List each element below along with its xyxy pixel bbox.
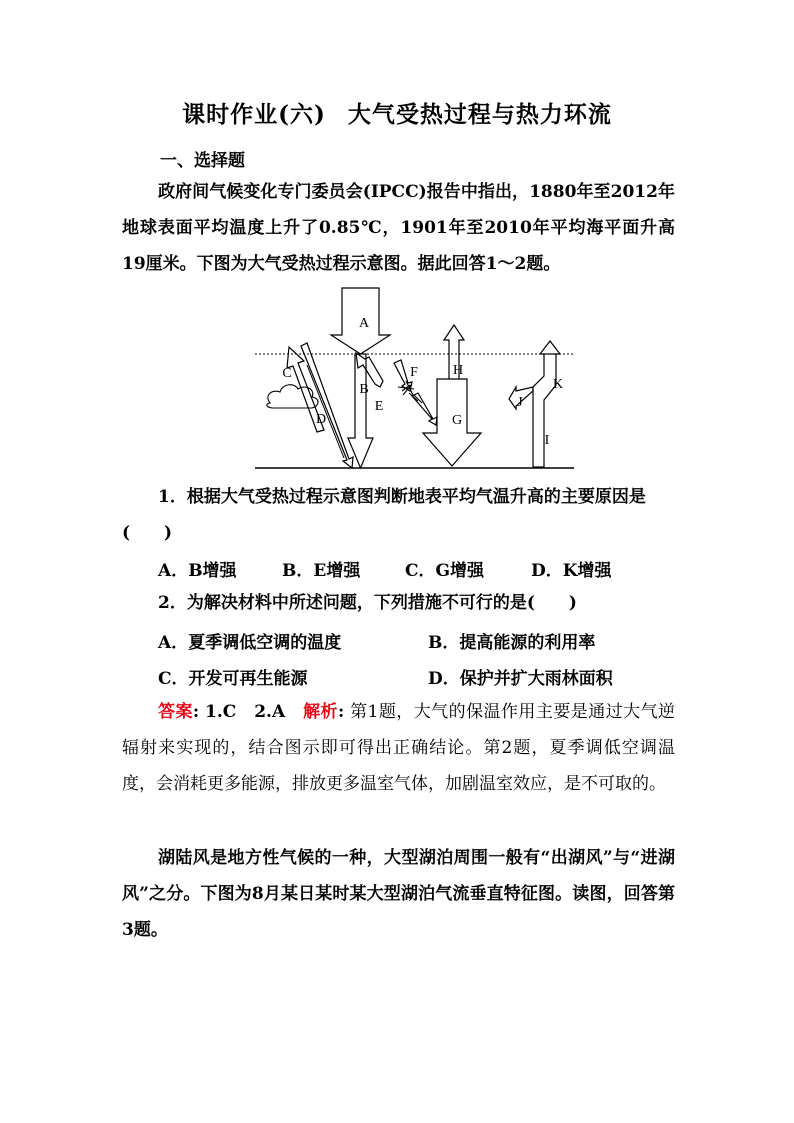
question-2-options-row-1 (158, 628, 678, 652)
label-k: K (552, 377, 564, 392)
answer-values: 1.C 2.A (205, 702, 286, 722)
label-h: H (452, 363, 464, 378)
atmosphere-heating-diagram (252, 285, 582, 475)
q2-option-c: C．开发可再生能源 (158, 669, 308, 689)
label-b: B (359, 382, 369, 397)
arrow-b (348, 354, 373, 468)
lake-intro-paragraph: 湖陆风是地方性气候的一种，大型湖泊周围一般有“出湖风”与“进湖风”之分。下图为8月某日某时某大型湖泊气流垂直特征图。读图，回答第3题。 (122, 848, 675, 940)
section-heading: 一、选择题 (160, 151, 245, 171)
title-right: 大气受热过程与热力环流 (347, 101, 612, 128)
label-f: F (410, 365, 418, 380)
label-c: C (282, 366, 292, 381)
label-e: E (374, 399, 384, 414)
label-a: A (358, 316, 370, 331)
question-2-options-row-2 (158, 664, 678, 688)
q2-option-d: D．保护并扩大雨林面积 (428, 669, 613, 689)
question-1-options (158, 556, 678, 580)
analysis-colon: : (337, 702, 345, 722)
q1-option-b: B．E增强 (282, 561, 361, 581)
analysis-label: 解析 (303, 702, 338, 722)
label-d: D (315, 412, 327, 427)
q1-option-d: D．K增强 (531, 561, 612, 581)
label-j: J (517, 395, 523, 410)
arrow-d (301, 343, 353, 468)
page-title (0, 96, 794, 129)
arrow-k (540, 341, 560, 354)
label-i: I (544, 433, 550, 448)
arrow-f-small (412, 393, 437, 425)
label-g: G (451, 413, 463, 428)
question-2-stem: 2．为解决材料中所述问题，下列措施不可行的是( ) (158, 593, 577, 613)
question-1-stem: 1．根据大气受热过程示意图判断地表平均气温升高的主要原因是( ) (122, 487, 646, 543)
answer-label: 答案 (158, 702, 193, 722)
q2-option-b: B．提高能源的利用率 (428, 633, 596, 653)
q1-option-c: C．G增强 (405, 561, 485, 581)
answer-colon: : (192, 702, 200, 722)
answer-block (122, 694, 675, 802)
analysis-text: 第1题，大气的保温作用主要是通过大气逆辐射来实现的，结合图示即可得出正确结论。第2题，夏季调低空调温度，会消耗更多能源，排放更多温室气体，加剧温室效应，是不可取的。 (122, 702, 676, 794)
q2-option-a: A．夏季调低空调的温度 (158, 633, 342, 653)
intro-paragraph: 政府间气候变化专门委员会(IPCC)报告中指出，1880年至2012年地球表面平均温度上升了0.85℃，1901年至2010年平均海平面升高19厘米。下图为大气受热过程示意图。据此回答1～2题。 (122, 182, 675, 274)
q1-option-a: A．B增强 (158, 561, 237, 581)
arrow-i-body (533, 354, 556, 467)
title-left: 课时作业(六) (182, 101, 326, 128)
scatter-burst (398, 381, 422, 403)
